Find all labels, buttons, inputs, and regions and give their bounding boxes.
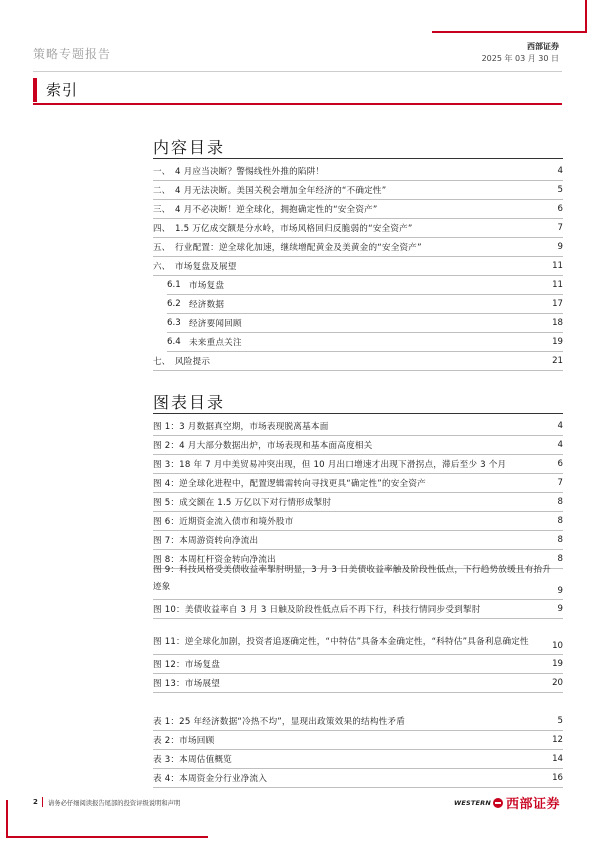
toc-label: 经济数据	[189, 300, 225, 310]
figure-item[interactable]	[153, 493, 563, 512]
figure-label: 图 10：美债收益率自 3 月 3 日触及阶段性低点后不再下行，科技行情同步受到掣肘	[153, 605, 481, 615]
figure-item[interactable]	[153, 655, 563, 674]
report-type: 策略专题报告	[33, 47, 112, 61]
toc-number: 三、	[153, 205, 171, 215]
toc-number: 七、	[153, 357, 171, 367]
figure-item[interactable]	[153, 531, 563, 550]
logo-mark-icon	[493, 798, 503, 808]
footer-separator	[42, 797, 43, 807]
figure-page: 19	[552, 659, 563, 669]
figure-item[interactable]	[153, 436, 563, 455]
toc-label: 风险提示	[175, 357, 211, 367]
figure-label: 图 4：逆全球化进程中，配置逻辑需转向寻找更具“确定性”的安全资产	[153, 479, 426, 489]
toc-number: 二、	[153, 186, 171, 196]
toc-label: 行业配置：逆全球化加速，继续增配黄金及美黄金的“安全资产”	[175, 243, 422, 253]
toc-number: 6.3	[167, 318, 181, 328]
toc-page: 17	[552, 299, 563, 309]
toc-subitem[interactable]	[167, 295, 563, 314]
toc-item[interactable]	[153, 181, 563, 200]
figure-page: 10	[552, 641, 563, 651]
figure-item[interactable]	[153, 474, 563, 493]
toc-item[interactable]	[153, 200, 563, 219]
table-item[interactable]	[153, 731, 563, 750]
figure-page: 7	[557, 478, 563, 488]
figure-page: 8	[557, 554, 563, 564]
figure-label: 图 12：市场复盘	[153, 660, 221, 670]
table-page: 16	[552, 773, 563, 783]
toc-label: 4 月应当决断？警惕线性外推的陷阱！	[175, 167, 325, 177]
index-title: 索引	[46, 81, 79, 99]
toc-label: 4 月不必决断！逆全球化，拥抱确定性的“安全资产”	[175, 205, 378, 215]
table-item[interactable]	[153, 769, 563, 788]
figure-page: 20	[552, 678, 563, 688]
toc-label: 市场复盘及展望	[175, 262, 237, 272]
toc-item[interactable]	[153, 162, 563, 181]
figures-title: 图表目录	[153, 393, 226, 412]
firm-name: 西部证券	[527, 42, 559, 51]
toc-label: 1.5 万亿成交额是分水岭，市场风格回归反脆弱的“安全资产”	[175, 224, 413, 234]
table-page: 12	[552, 735, 563, 745]
figure-item[interactable]	[153, 417, 563, 436]
toc-page: 18	[552, 318, 563, 328]
toc-page: 11	[552, 280, 563, 290]
company-logo	[454, 793, 560, 812]
toc-page: 9	[557, 242, 563, 252]
figure-page: 9	[557, 586, 563, 596]
toc-page: 21	[552, 356, 563, 366]
figure-label: 图 1：3 月数据真空期，市场表现脱离基本面	[153, 422, 329, 432]
logo-english: WESTERN	[454, 798, 492, 807]
toc-subitem[interactable]	[167, 333, 563, 352]
figure-label: 图 9：科技风格受美债收益率掣肘明显，3 月 3 日美债收益率触及阶段性低点，下行趋势放缓且有抬升迹象	[153, 565, 552, 592]
figure-label: 图 6：近期资金流入债市和境外股市	[153, 517, 294, 527]
table-label: 表 2：市场回顾	[153, 736, 215, 746]
toc-page: 6	[557, 204, 563, 214]
toc-page: 5	[557, 185, 563, 195]
figure-page: 8	[557, 497, 563, 507]
index-accent-bar	[33, 78, 37, 102]
toc-item[interactable]	[153, 257, 563, 276]
toc-number: 6.4	[167, 337, 181, 347]
toc-item[interactable]	[153, 352, 563, 371]
figure-label: 图 11：逆全球化加剧，投资者追逐确定性，“中特估”具备本金确定性，“科特估”具备利息确定性	[153, 637, 529, 647]
toc-number: 6.2	[167, 299, 181, 309]
figure-label: 图 7：本周游资转向净流出	[153, 536, 259, 546]
toc-page: 7	[557, 223, 563, 233]
figure-page: 6	[557, 459, 563, 469]
toc-number: 四、	[153, 224, 171, 234]
toc-label: 经济要闻回顾	[189, 319, 242, 329]
page-number: 2	[33, 798, 38, 806]
figure-page: 9	[557, 604, 563, 614]
table-page: 5	[557, 716, 563, 726]
figure-label: 图 3：18 年 7 月中美贸易冲突出现，但 10 月出口增速才出现下滑拐点，滞后至少 3 个月	[153, 460, 507, 470]
table-item[interactable]	[153, 712, 563, 731]
footer-disclaimer: 请务必仔细阅读报告尾部的投资评级说明和声明	[48, 800, 181, 807]
header-divider	[33, 71, 562, 72]
table-label: 表 3：本周估值概览	[153, 755, 232, 765]
toc-item[interactable]	[153, 219, 563, 238]
figure-item[interactable]	[153, 564, 563, 600]
figure-item[interactable]	[153, 674, 563, 693]
figure-page: 8	[557, 535, 563, 545]
figure-page: 4	[557, 421, 563, 431]
figure-label: 图 13：市场展望	[153, 679, 221, 689]
toc-number: 一、	[153, 167, 171, 177]
logo-chinese: 西部证券	[506, 797, 561, 812]
table-item[interactable]	[153, 750, 563, 769]
figure-item[interactable]	[153, 600, 563, 619]
toc-page: 19	[552, 337, 563, 347]
toc-page: 11	[552, 261, 563, 271]
table-page: 14	[552, 754, 563, 764]
figure-item[interactable]	[153, 512, 563, 531]
toc-subitem[interactable]	[167, 314, 563, 333]
top-right-frame	[432, 0, 587, 33]
toc-page: 4	[557, 166, 563, 176]
contents-title-underline	[153, 158, 563, 159]
table-label: 表 4：本周资金分行业净流入	[153, 774, 268, 784]
toc-number: 6.1	[167, 280, 181, 290]
toc-label: 市场复盘	[189, 281, 225, 291]
figure-item[interactable]	[153, 619, 563, 655]
toc-label: 未来重点关注	[189, 338, 242, 348]
toc-label: 4 月无法决断。美国关税会增加全年经济的“不确定性”	[175, 186, 387, 196]
toc-number: 六、	[153, 262, 171, 272]
contents-title: 内容目录	[153, 138, 226, 157]
figure-page: 8	[557, 516, 563, 526]
toc-subitem[interactable]	[167, 276, 563, 295]
figure-label: 图 2：4 月大部分数据出炉，市场表现和基本面高度相关	[153, 441, 373, 451]
toc-number: 五、	[153, 243, 171, 253]
table-label: 表 1：25 年经济数据“冷热不均”，显现出政策效果的结构性矛盾	[153, 717, 406, 727]
figure-page: 4	[557, 440, 563, 450]
index-divider	[33, 103, 562, 105]
figure-label: 图 5：成交额在 1.5 万亿以下对行情形成掣肘	[153, 498, 332, 508]
toc-item[interactable]	[153, 238, 563, 257]
figure-item[interactable]	[153, 455, 563, 474]
figures-title-underline	[153, 413, 563, 414]
report-date: 2025 年 03 月 30 日	[481, 54, 559, 63]
figure-label: 图 8：本周杠杆资金转向净流出	[153, 555, 276, 565]
